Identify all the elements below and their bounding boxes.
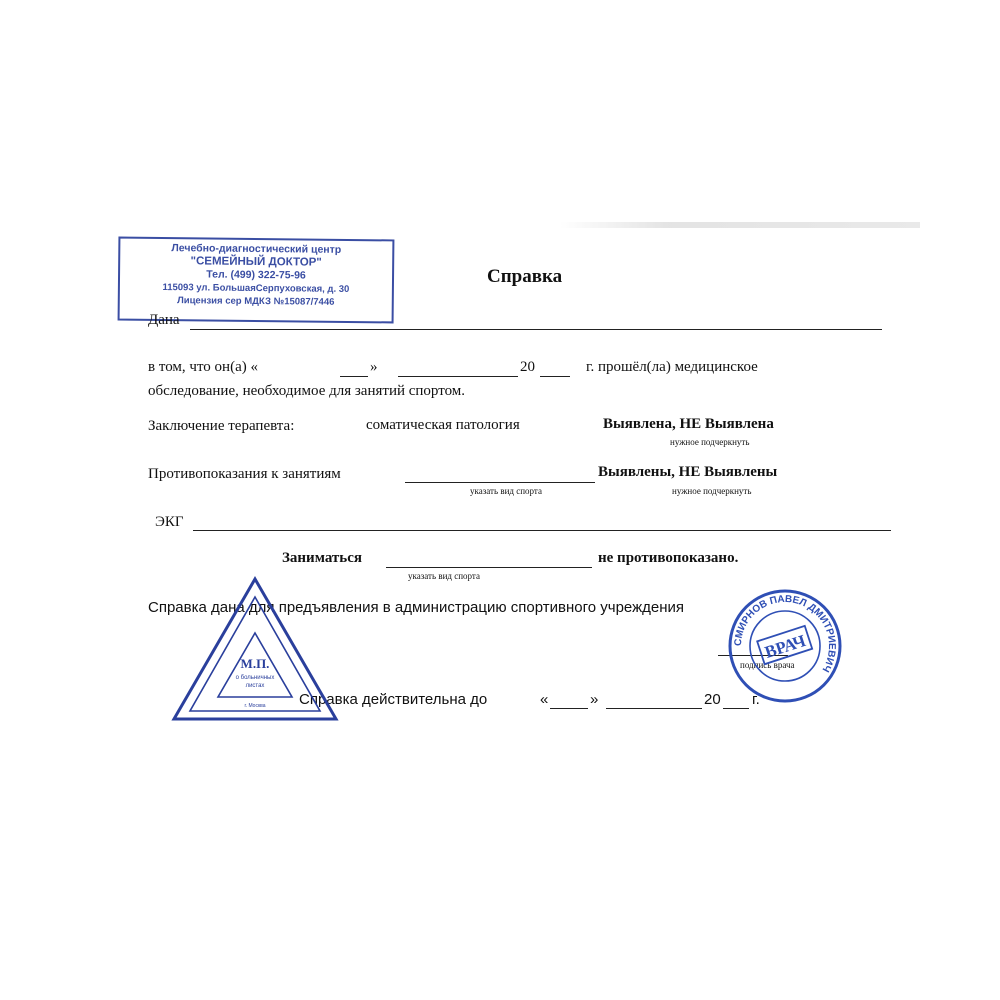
triangle-stamp — [170, 575, 340, 723]
valid-text: Справка действительна до — [299, 691, 488, 708]
round-stamp-ring-text: СМИРНОВ ПАВЕЛ ДМИТРИЕВИЧ — [732, 593, 838, 674]
allowed-sport-hint: указать вид спорта — [408, 571, 480, 581]
valid-month-line[interactable] — [606, 708, 702, 709]
exam-text-end: г. прошёл(ла) медицинское — [586, 359, 758, 375]
contra-sport-hint: указать вид спорта — [470, 486, 542, 496]
given-label: Дана — [148, 312, 180, 328]
therapist-hint: нужное подчеркнуть — [670, 437, 750, 447]
exam-month-line[interactable] — [398, 376, 518, 377]
doctor-round-stamp — [727, 588, 843, 704]
valid-year-line[interactable] — [723, 708, 749, 709]
allowed-text-end: не противопоказано. — [598, 550, 739, 566]
doctor-signature-hint: подпись врача — [740, 660, 795, 670]
valid-quote-close: » — [590, 691, 599, 708]
ecg-line[interactable] — [193, 530, 891, 531]
triangle-stamp-center: М.П. — [240, 656, 270, 671]
contra-label: Противопоказания к занятиям — [148, 466, 341, 482]
page-title: Справка — [487, 266, 563, 287]
triangle-stamp-sub1: о больничных — [235, 675, 275, 681]
contra-hint: нужное подчеркнуть — [672, 486, 752, 496]
triangle-stamp-sub2: листах — [245, 683, 265, 689]
exam-text-line2: обследование, необходимое для занятий спортом. — [148, 383, 466, 399]
round-stamp-center: ВРАЧ — [762, 630, 808, 662]
allowed-sport-line[interactable] — [386, 567, 592, 568]
valid-quote-open: « — [540, 691, 549, 708]
exam-year-prefix: 20 — [520, 359, 535, 375]
exam-year-line[interactable] — [540, 376, 570, 377]
scan-edge-shadow — [560, 222, 920, 228]
triangle-stamp-city: г. Москва — [244, 703, 266, 709]
exam-text-start: в том, что он(а) « — [148, 359, 258, 375]
valid-year-suffix: г. — [752, 691, 760, 708]
valid-year-prefix: 20 — [704, 691, 721, 708]
therapist-options: Выявлена, НЕ Выявлена — [603, 416, 774, 432]
exam-quote-close: » — [370, 359, 378, 375]
stamp-line-phone: Тел. (499) 322-75-96 — [206, 268, 306, 282]
given-name-line[interactable] — [190, 329, 882, 330]
exam-day-line[interactable] — [340, 376, 368, 377]
purpose-text: Справка дана для предъявления в администрацию спортивного учреждения — [148, 599, 685, 616]
clinic-stamp — [118, 237, 395, 324]
therapist-label: Заключение терапевта: — [148, 418, 295, 434]
stamp-line-address: 115093 ул. БольшаяСерпуховская, д. 30 — [162, 282, 350, 295]
contra-sport-line[interactable] — [405, 482, 595, 483]
valid-day-line[interactable] — [550, 708, 588, 709]
stamp-line-clinic-type: Лечебно-диагностический центр — [171, 242, 342, 256]
stamp-line-license: Лицензия сер МДКЗ №15087/7446 — [177, 295, 335, 308]
therapist-value: соматическая патология — [366, 417, 520, 433]
contra-options: Выявлены, НЕ Выявлены — [598, 464, 778, 480]
stamp-line-clinic-name: "СЕМЕЙНЫЙ ДОКТОР" — [190, 255, 322, 269]
ecg-label: ЭКГ — [155, 514, 184, 530]
allowed-text-start: Заниматься — [282, 550, 363, 566]
